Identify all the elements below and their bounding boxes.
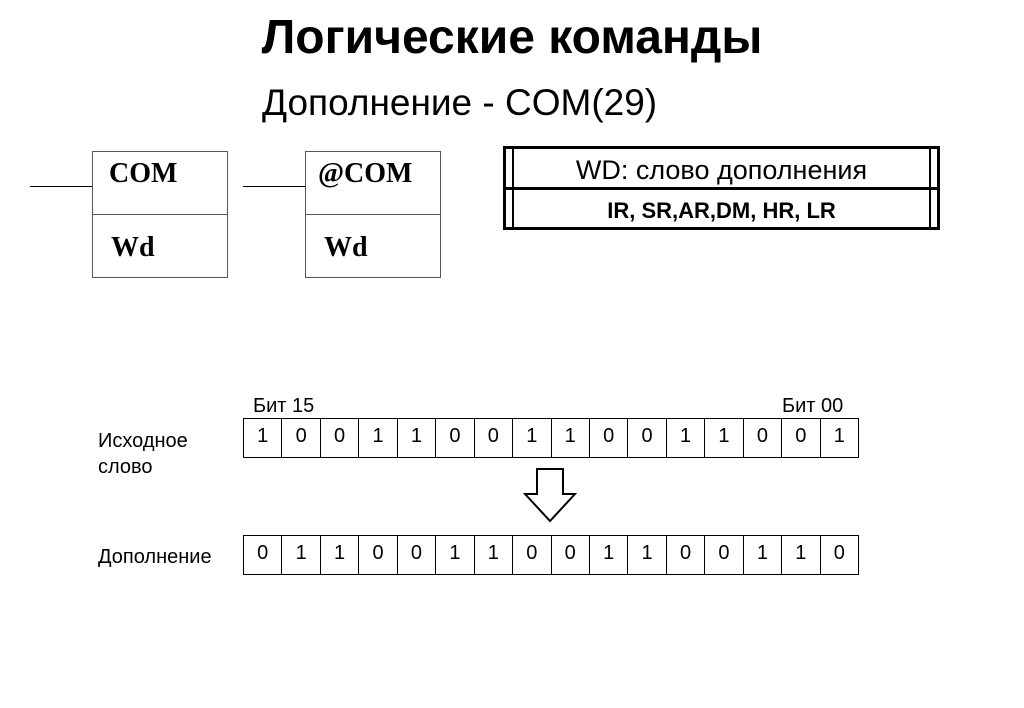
down-arrow-icon — [523, 468, 577, 524]
bit-cell: 0 — [475, 419, 513, 457]
source-word-bits — [243, 418, 859, 458]
ladder-block-com — [92, 151, 228, 278]
bit-cell: 1 — [398, 419, 436, 457]
source-word-label-line2: слово — [98, 456, 153, 478]
bit-cell: 0 — [667, 536, 705, 574]
bit-cell: 0 — [744, 419, 782, 457]
ladder-block-com-mnemonic: COM — [93, 152, 227, 215]
bit-cell: 1 — [282, 536, 320, 574]
source-word-label-line1: Исходное — [98, 430, 188, 452]
bit-cell: 1 — [552, 419, 590, 457]
bit-cell: 0 — [552, 536, 590, 574]
bit-cell: 0 — [513, 536, 551, 574]
bit-cell: 0 — [359, 536, 397, 574]
bit-cell: 1 — [833, 425, 845, 447]
bit-cell: 1 — [782, 536, 820, 574]
bit-cell: 0 — [628, 419, 666, 457]
bit-cell: 1 — [359, 419, 397, 457]
bit-cell: 1 — [667, 419, 705, 457]
result-word-label: Дополнение — [98, 546, 212, 568]
bit-cell: 1 — [590, 536, 628, 574]
ladder-block-at-com-operand: Wd — [324, 232, 368, 263]
bit-cell: 1 — [705, 419, 743, 457]
bit-cell: 1 — [475, 536, 513, 574]
bit-cell: 0 — [321, 419, 359, 457]
bit-00-label: Бит 00 — [782, 395, 844, 417]
bit-cell: 0 — [436, 419, 474, 457]
bit-cell: 0 — [244, 536, 282, 574]
bit-cell: 0 — [705, 536, 743, 574]
bit-cell: 0 — [782, 419, 820, 457]
bit-cell: 1 — [513, 419, 551, 457]
bit-cell: 0 — [398, 536, 436, 574]
operand-areas: IR, SR,AR,DM, HR, LR — [607, 198, 836, 223]
operand-table — [503, 146, 940, 230]
ladder-block-com-operand: Wd — [111, 232, 155, 263]
bit-cell: 1 — [744, 536, 782, 574]
bit-cell: 1 — [628, 536, 666, 574]
ladder-block-at-com — [305, 151, 441, 278]
slide-title: Логические команды — [261, 11, 763, 64]
bit-15-label: Бит 15 — [253, 395, 315, 417]
bit-cell: 0 — [833, 542, 845, 564]
bit-cell: 1 — [321, 536, 359, 574]
operand-description: WD: слово дополнения — [575, 155, 868, 185]
ladder-wire-right — [243, 186, 306, 187]
bit-cell: 1 — [244, 419, 282, 457]
slide-subtitle: Дополнение - COM(29) — [262, 82, 658, 123]
bit-cell: 0 — [590, 419, 628, 457]
result-word-bits — [243, 535, 859, 575]
ladder-block-at-com-mnemonic: @COM — [306, 152, 440, 215]
bit-cell: 1 — [436, 536, 474, 574]
bit-cell: 0 — [282, 419, 320, 457]
ladder-wire-left — [30, 186, 93, 187]
